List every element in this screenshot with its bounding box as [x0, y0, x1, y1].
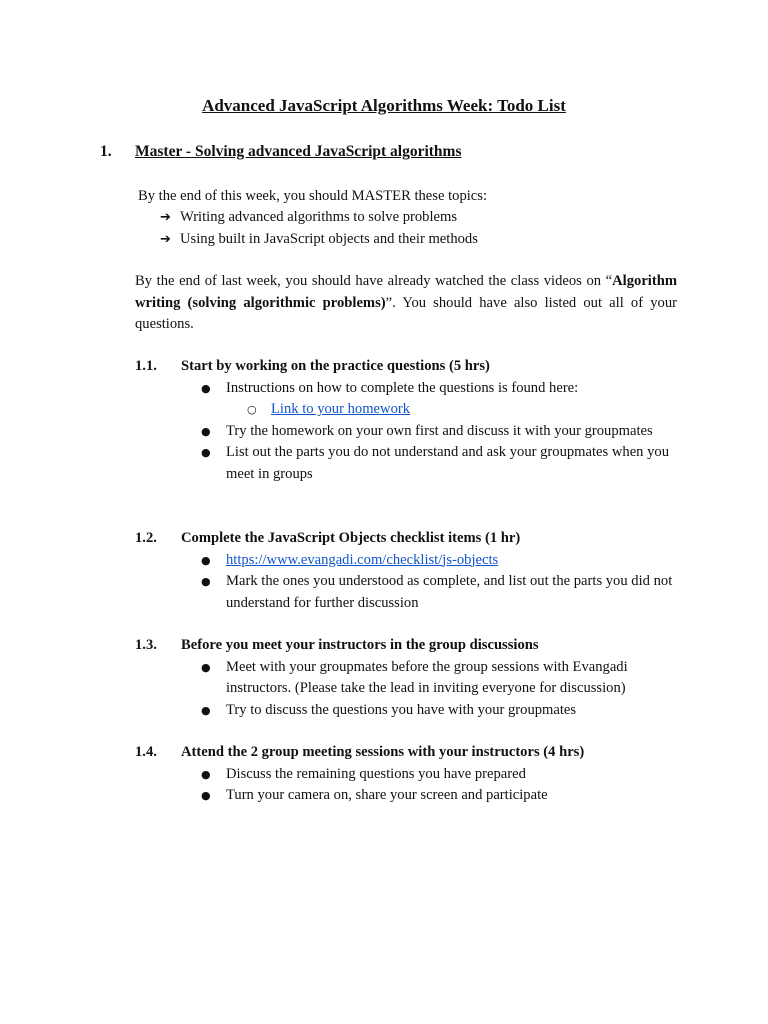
list-item-text: Discuss the remaining questions you have prepared: [226, 765, 526, 782]
list-item: [201, 378, 680, 400]
section-heading: [100, 141, 462, 163]
subsection-title: Complete the JavaScript Objects checklist items (1 hr): [181, 530, 521, 546]
subsection-number: 1.1.: [135, 358, 157, 374]
subsection-title: Attend the 2 group meeting sessions with your instructors (4 hrs): [181, 744, 585, 760]
subsection-heading: [135, 635, 680, 657]
section-number: 1.: [100, 143, 112, 160]
list-item: [201, 657, 680, 700]
list-item-text: List out the parts you do not understand and ask your groupmates when you meet in groups: [226, 444, 670, 482]
subsection-1-3: [135, 635, 680, 721]
bullet-icon: ●: [201, 703, 211, 717]
list-item-text: Try the homework on your own first and discuss it with your groupmates: [226, 422, 653, 439]
bullet-list: [135, 657, 680, 722]
subsection-number: 1.2.: [135, 530, 157, 546]
list-item: [201, 442, 680, 485]
paragraph-lead: By the end of last week, you should have already watched the class videos on “: [135, 273, 613, 289]
bullet-icon: ●: [201, 575, 211, 588]
section-title: Master - Solving advanced JavaScript algorithms: [135, 143, 462, 160]
list-item-text: Instructions on how to complete the questions is found here:: [226, 379, 579, 396]
homework-link[interactable]: Link to your homework: [271, 401, 411, 417]
paragraph-tail: ”. You should have also listed out all of your questions.: [135, 294, 677, 332]
list-item-text: Try to discuss the questions you have with your groupmates: [226, 701, 577, 718]
intro-text: By the end of this week, you should MASTER these topics:: [138, 188, 488, 204]
subsection-heading: [135, 356, 680, 378]
bullet-icon: ●: [201, 446, 211, 459]
paragraph-bold: Algorithm writing (solving algorithmic problems): [135, 273, 677, 311]
list-item: [201, 571, 680, 614]
arrow-icon: ➔: [160, 210, 171, 225]
list-item-text: Meet with your groupmates before the group sessions with Evangadi instructors. (Please take the lead in inviting everyone for discussion): [226, 658, 628, 696]
list-item-text: Turn your camera on, share your screen and participate: [226, 787, 548, 803]
bullet-icon: ●: [201, 767, 211, 781]
subsection-number: 1.3.: [135, 637, 157, 653]
topic-text: Writing advanced algorithms to solve problems: [180, 209, 458, 225]
topic-item: [160, 207, 478, 229]
topic-text: Using built in JavaScript objects and their methods: [180, 230, 478, 247]
bullet-list: [135, 378, 680, 400]
bullet-list: [135, 550, 680, 615]
list-item: [201, 700, 680, 722]
context-paragraph: [135, 271, 677, 336]
sub-list-item: [247, 399, 680, 421]
subsection-1-4: [135, 742, 680, 807]
topic-list: [160, 207, 478, 250]
checklist-link[interactable]: https://www.evangadi.com/checklist/js-objects: [226, 551, 499, 568]
bullet-icon: ●: [201, 424, 211, 438]
subsection-number: 1.4.: [135, 744, 157, 760]
subsection-title: Start by working on the practice questions (5 hrs): [181, 358, 490, 374]
list-item: [201, 785, 680, 807]
subsection-1-1: [135, 356, 680, 485]
page-title: Advanced JavaScript Algorithms Week: Todo List: [202, 96, 566, 115]
list-item: [201, 550, 680, 572]
subsection-title: Before you meet your instructors in the group discussions: [181, 637, 539, 653]
topic-item: [160, 229, 478, 251]
bullet-icon: ●: [201, 553, 211, 567]
list-item-text: Mark the ones you understood as complete, and list out the parts you did not understand for further discussion: [226, 573, 673, 611]
list-item: [201, 421, 680, 443]
bullet-icon: ●: [201, 789, 211, 802]
circle-bullet-icon: ○: [247, 403, 257, 416]
bullet-list: [135, 421, 680, 486]
subsection-heading: [135, 528, 680, 550]
bullet-icon: ●: [201, 381, 211, 395]
subsection-heading: [135, 742, 680, 764]
arrow-icon: ➔: [160, 231, 171, 247]
bullet-list: [135, 764, 680, 807]
bullet-icon: ●: [201, 660, 211, 674]
list-item: [201, 764, 680, 786]
subsection-1-2: [135, 528, 680, 614]
